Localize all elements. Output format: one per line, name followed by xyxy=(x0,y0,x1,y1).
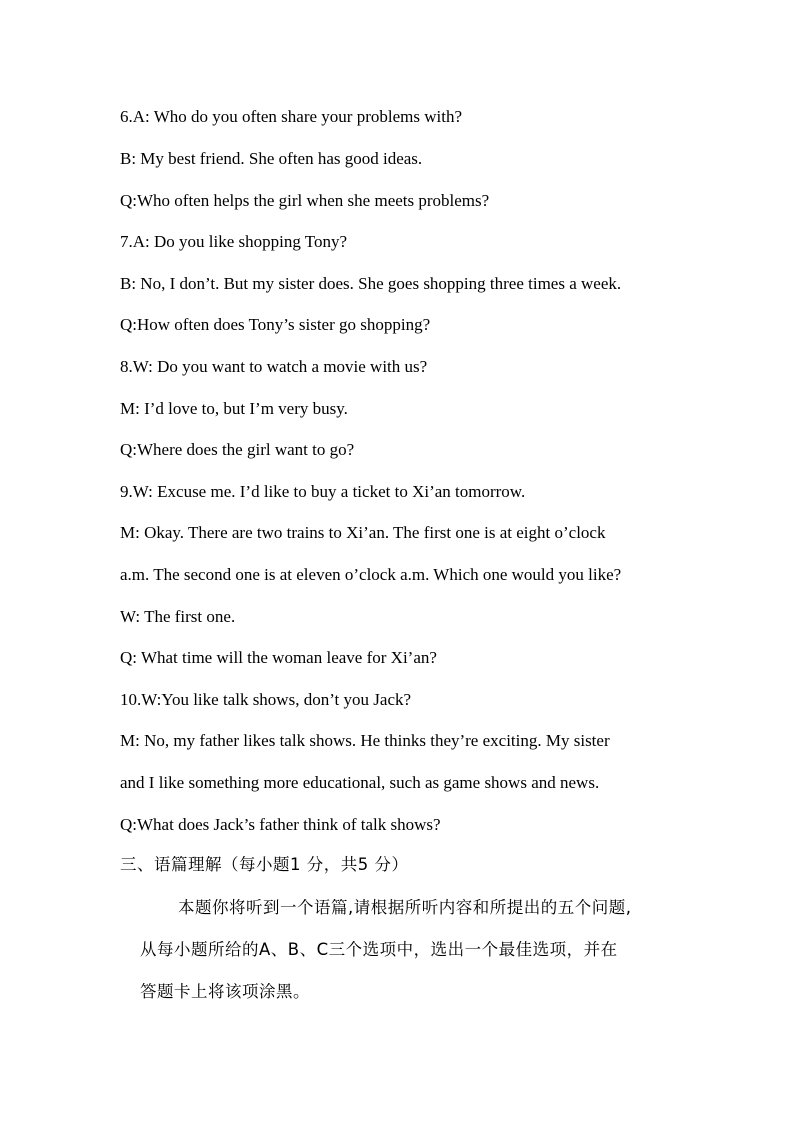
dialogue-line-q6-a: 6.A: Who do you often share your problems with? xyxy=(120,107,462,126)
question-line-q6: Q:Who often helps the girl when she meets problems? xyxy=(120,191,490,210)
question-line-q7: Q:How often does Tony’s sister go shopping? xyxy=(120,315,431,334)
dialogue-line-q9-w: 9.W: Excuse me. I’d like to buy a ticket to Xi’an tomorrow. xyxy=(120,482,526,501)
question-line-q9: Q: What time will the woman leave for Xi’an? xyxy=(120,648,437,667)
dialogue-line-q7-b: B: No, I don’t. But my sister does. She goes shopping three times a week. xyxy=(120,274,622,293)
instruction-line-3: 答题卡上将该项涂黑。 xyxy=(140,982,310,1001)
instruction-line-1: 本题你将听到一个语篇,请根据所听内容和所提出的五个问题, xyxy=(178,898,632,917)
dialogue-line-q9-w2: W: The first one. xyxy=(120,607,236,626)
question-line-q10: Q:What does Jack’s father think of talk shows? xyxy=(120,815,441,834)
section-heading: 三、语篇理解（每小题1 分，共5 分） xyxy=(120,855,409,874)
dialogue-line-q9-m-cont: a.m. The second one is at eleven o’clock a.m. Which one would you like? xyxy=(120,565,622,584)
dialogue-line-q6-b: B: My best friend. She often has good ideas. xyxy=(120,149,423,168)
dialogue-line-q10-m-cont: and I like something more educational, such as game shows and news. xyxy=(120,773,600,792)
dialogue-line-q8-m: M: I’d love to, but I’m very busy. xyxy=(120,399,348,418)
dialogue-line-q10-w: 10.W:You like talk shows, don’t you Jack? xyxy=(120,690,412,709)
dialogue-line-q9-m: M: Okay. There are two trains to Xi’an. The first one is at eight o’clock xyxy=(120,523,606,542)
instruction-line-2: 从每小题所给的A、B、C三个选项中，选出一个最佳选项，并在 xyxy=(140,940,618,959)
question-line-q8: Q:Where does the girl want to go? xyxy=(120,440,355,459)
dialogue-line-q10-m: M: No, my father likes talk shows. He thinks they’re exciting. My sister xyxy=(120,731,610,750)
dialogue-line-q8-w: 8.W: Do you want to watch a movie with us? xyxy=(120,357,428,376)
dialogue-line-q7-a: 7.A: Do you like shopping Tony? xyxy=(120,232,348,251)
